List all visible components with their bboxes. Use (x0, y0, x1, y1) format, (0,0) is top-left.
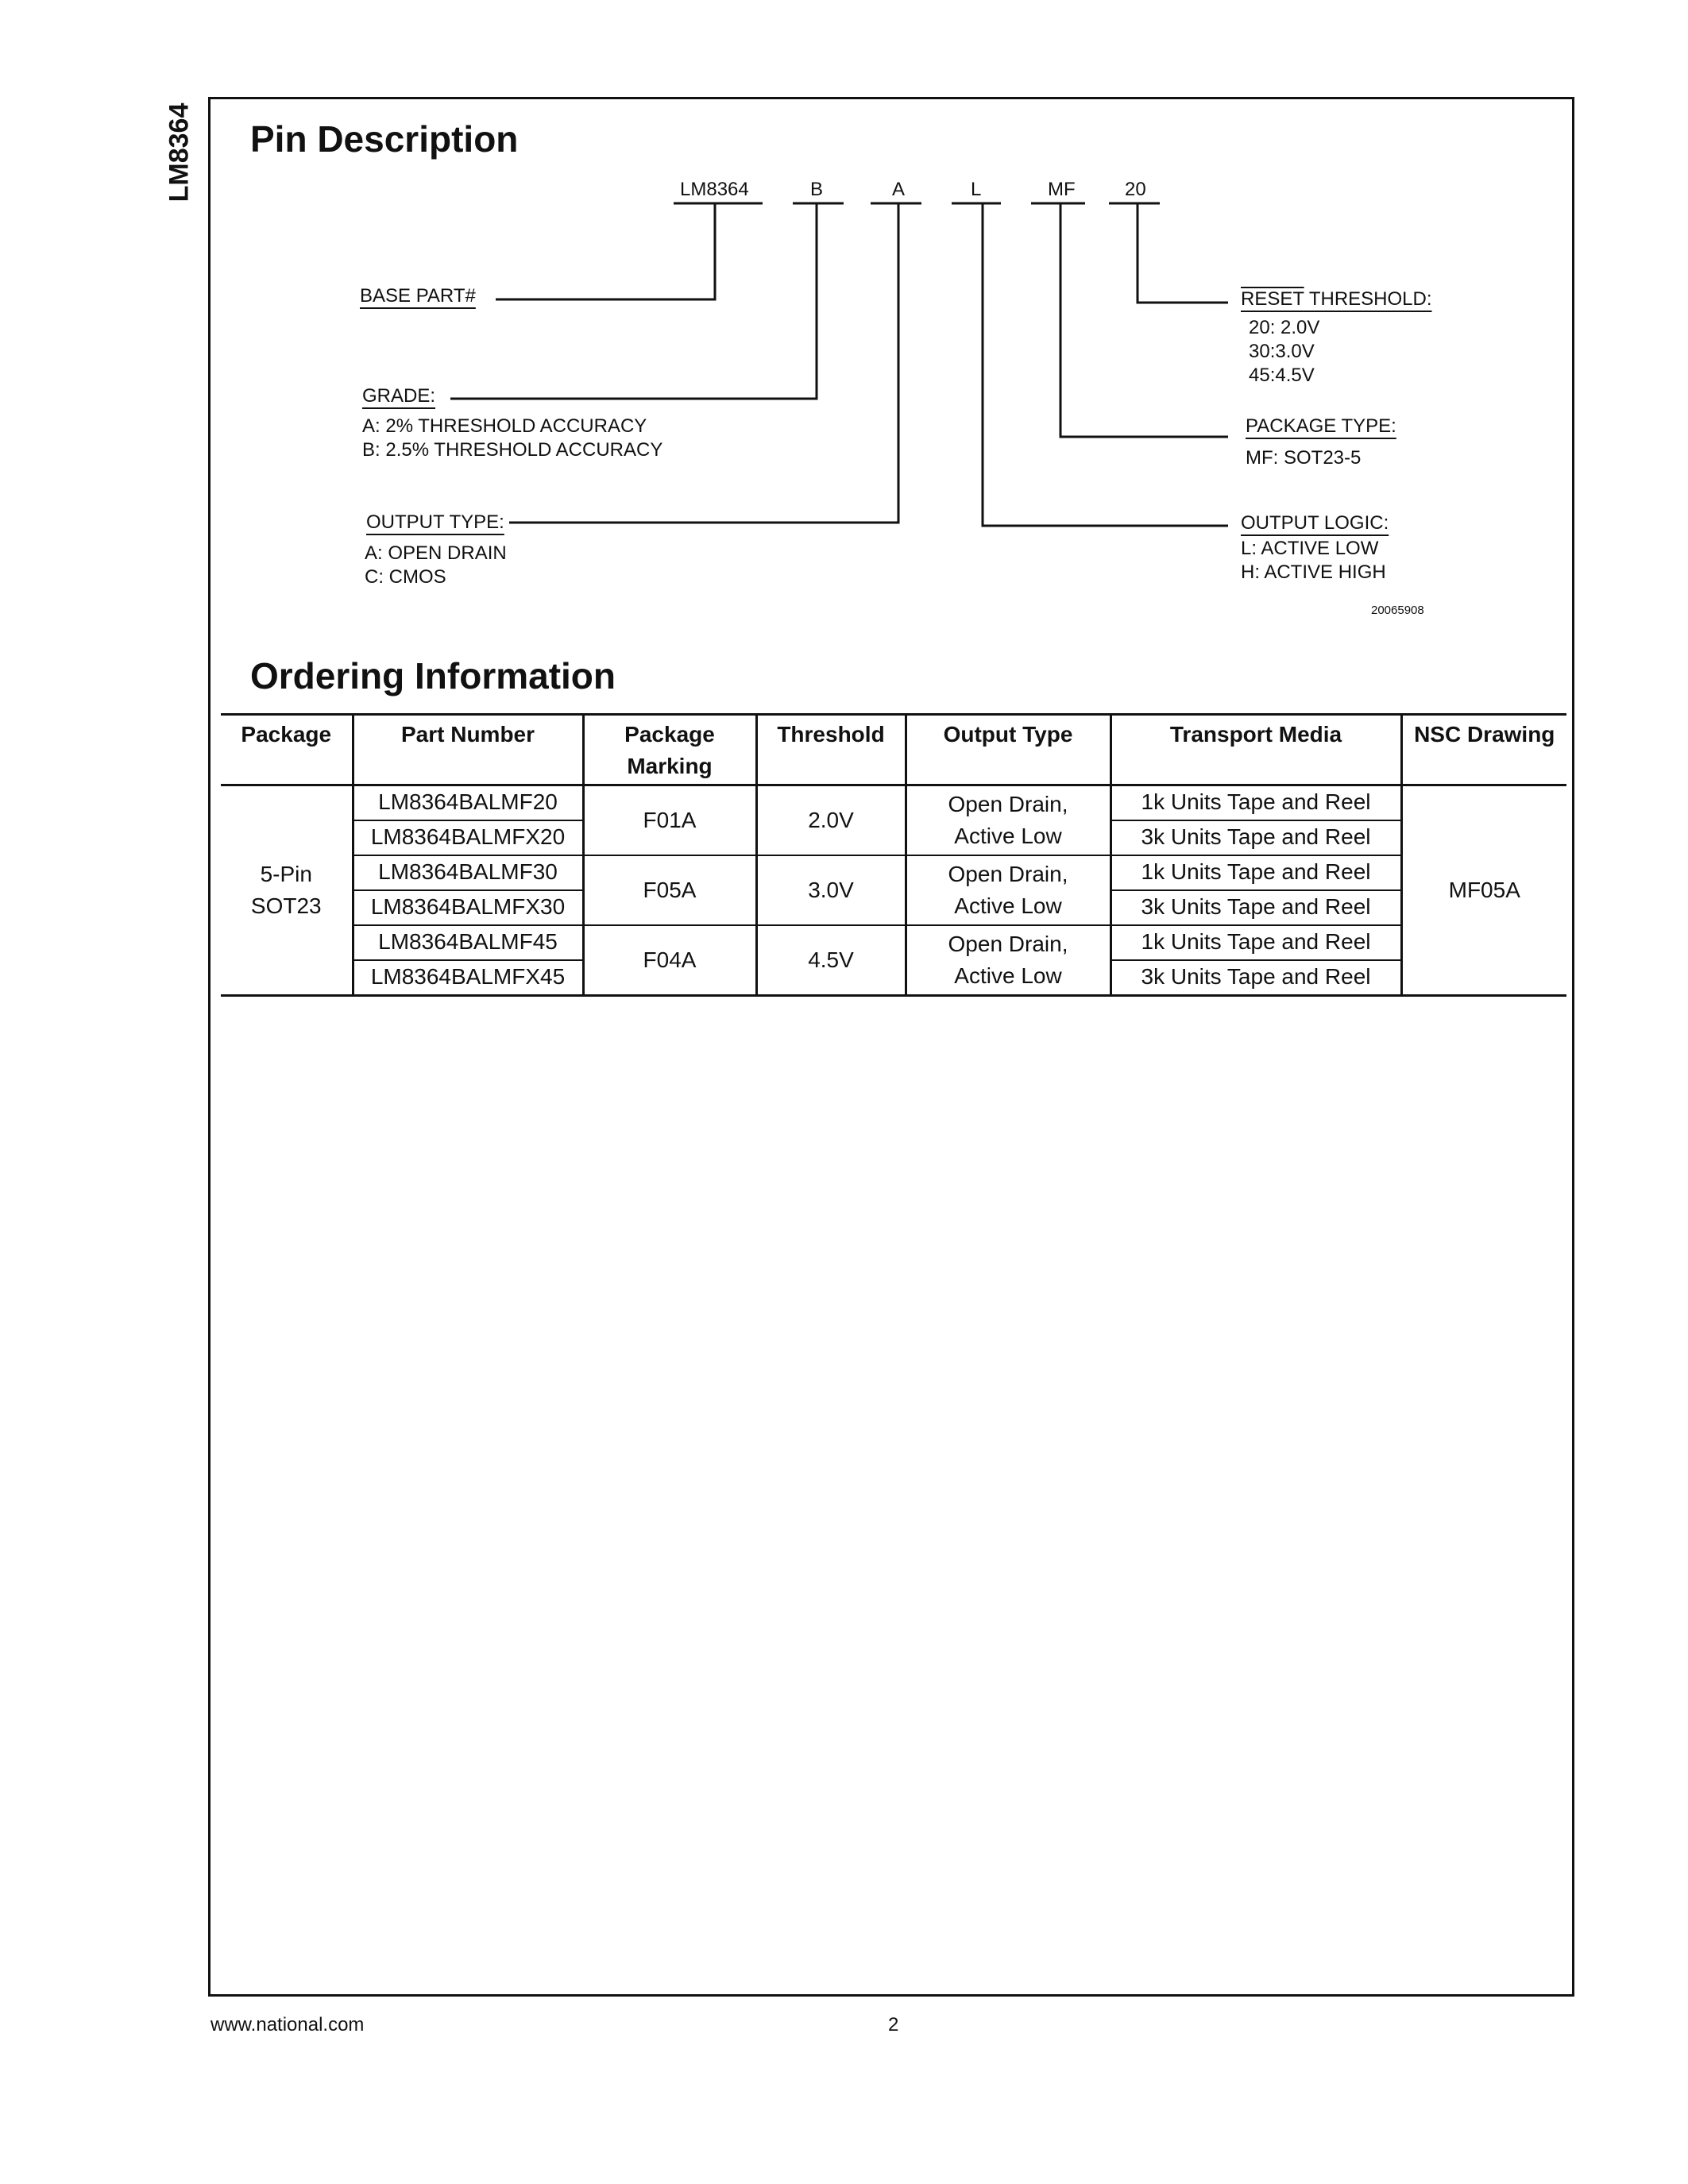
base-part-label: BASE PART# (360, 285, 476, 307)
transport-media-cell: 1k Units Tape and Reel (1111, 925, 1401, 960)
reset-overline-text: RESET (1241, 288, 1304, 310)
output-logic-label: OUTPUT LOGIC: (1241, 512, 1389, 534)
connector-output-logic (983, 203, 1228, 526)
footer-website: www.national.com (211, 2014, 365, 2035)
part-number-cell: LM8364BALMFX30 (353, 890, 583, 925)
grade-option-a: A: 2% THRESHOLD ACCURACY (362, 415, 647, 437)
header-part-number: Part Number (353, 715, 583, 785)
code-base: LM8364 (680, 179, 749, 200)
package-type-option-mf: MF: SOT23-5 (1246, 447, 1362, 469)
output-logic-option-h: H: ACTIVE HIGH (1241, 561, 1386, 583)
figure-id: 20065908 (1371, 604, 1424, 617)
header-package-marking: Package Marking (583, 715, 756, 785)
connector-base-part (496, 203, 715, 299)
header-transport-media: Transport Media (1111, 715, 1401, 785)
part-number-diagram (0, 0, 1688, 651)
transport-media-cell: 1k Units Tape and Reel (1111, 855, 1401, 890)
transport-media-cell: 3k Units Tape and Reel (1111, 960, 1401, 996)
output-type-line-2: Active Low (954, 893, 1062, 918)
code-grade: B (810, 179, 824, 200)
output-logic-option-l: L: ACTIVE LOW (1241, 538, 1379, 559)
reset-threshold-45: 45:4.5V (1249, 365, 1315, 386)
threshold-cell: 2.0V (756, 785, 906, 856)
output-type-option-a: A: OPEN DRAIN (365, 542, 507, 564)
part-number-cell: LM8364BALMF30 (353, 855, 583, 890)
transport-media-cell: 3k Units Tape and Reel (1111, 890, 1401, 925)
output-type-line-1: Open Drain, (948, 792, 1068, 816)
transport-media-cell: 1k Units Tape and Reel (1111, 785, 1401, 821)
connector-output-type (509, 203, 898, 523)
output-type-line-2: Active Low (954, 824, 1062, 848)
side-part-label: LM8364 (164, 102, 195, 203)
package-cell (221, 785, 353, 996)
part-number-cell: LM8364BALMFX45 (353, 960, 583, 996)
footer-page-number: 2 (888, 2014, 899, 2035)
part-number-cell: LM8364BALMFX20 (353, 820, 583, 855)
reset-threshold-20: 20: 2.0V (1249, 317, 1320, 338)
package-type-label: PACKAGE TYPE: (1246, 415, 1396, 437)
output-type-cell (906, 855, 1111, 925)
part-number-cell: LM8364BALMF20 (353, 785, 583, 821)
diagram-lines (0, 0, 1688, 651)
connector-grade (450, 203, 817, 399)
output-type-line-2: Active Low (954, 963, 1062, 988)
output-type-label: OUTPUT TYPE: (366, 511, 504, 533)
header-nsc-drawing: NSC Drawing (1401, 715, 1566, 785)
marking-cell: F01A (583, 785, 756, 856)
marking-cell: F05A (583, 855, 756, 925)
table-row (221, 925, 1566, 960)
nsc-drawing-cell: MF05A (1401, 785, 1566, 996)
reset-threshold-label (1241, 287, 1432, 311)
ordering-information-title: Ordering Information (250, 655, 616, 696)
output-type-cell (906, 925, 1111, 996)
table-row (221, 855, 1566, 890)
header-threshold: Threshold (756, 715, 906, 785)
output-type-cell (906, 785, 1111, 856)
marking-cell: F04A (583, 925, 756, 996)
part-number-cell: LM8364BALMF45 (353, 925, 583, 960)
code-package: MF (1048, 179, 1076, 200)
output-type-line-1: Open Drain, (948, 932, 1068, 956)
code-output-type: A (892, 179, 906, 200)
table-header-row (221, 715, 1566, 785)
code-threshold: 20 (1125, 179, 1146, 200)
grade-label: GRADE: (362, 385, 436, 407)
connector-package-type (1060, 203, 1228, 437)
table-row (221, 785, 1566, 821)
transport-media-cell: 3k Units Tape and Reel (1111, 820, 1401, 855)
header-output-type: Output Type (906, 715, 1111, 785)
threshold-cell: 4.5V (756, 925, 906, 996)
reset-threshold-30: 30:3.0V (1249, 341, 1315, 362)
output-type-option-c: C: CMOS (365, 566, 446, 588)
ordering-table (221, 713, 1566, 997)
connector-reset-threshold (1138, 203, 1228, 303)
package-line-2: SOT23 (250, 893, 322, 918)
pin-description-title: Pin Description (250, 118, 519, 160)
reset-threshold-text: THRESHOLD: (1304, 288, 1432, 310)
grade-option-b: B: 2.5% THRESHOLD ACCURACY (362, 439, 663, 461)
threshold-cell: 3.0V (756, 855, 906, 925)
output-type-line-1: Open Drain, (948, 862, 1068, 886)
code-output-logic: L (971, 179, 982, 200)
header-package: Package (221, 715, 353, 785)
package-line-1: 5-Pin (260, 862, 312, 886)
